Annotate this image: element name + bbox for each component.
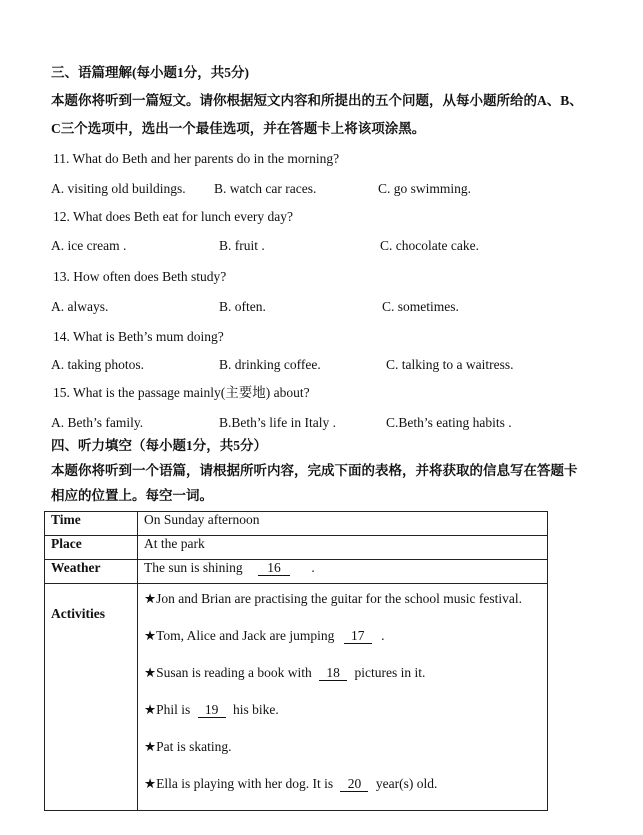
activity-2-text: ★Tom, Alice and Jack are jumping — [144, 628, 335, 643]
option-13-c: C. sometimes. — [382, 299, 459, 314]
activity-6-text: ★Ella is playing with her dog. It is — [144, 776, 334, 791]
activity-4 — [144, 699, 541, 736]
weather-value — [138, 560, 548, 584]
table-row-weather — [45, 560, 548, 584]
question-13: 13. How often does Beth study? — [53, 269, 227, 284]
question-15: 15. What is the passage mainly(主要地) about? — [53, 385, 310, 400]
section4-instruction-1: 本题你将听到一个语篇，请根据所听内容，完成下面的表格，并将获取的信息写在答题卡 — [51, 463, 578, 478]
option-15-b: B.Beth’s life in Italy . — [219, 415, 336, 430]
activities-cell — [138, 584, 548, 811]
option-14-c: C. talking to a waitress. — [386, 357, 514, 372]
activity-2-end: . — [381, 628, 385, 643]
activity-6-end: year(s) old. — [375, 776, 438, 791]
option-13-b: B. often. — [219, 299, 266, 314]
table-row-activities — [45, 584, 548, 811]
option-12-a: A. ice cream . — [51, 238, 127, 253]
option-13-a: A. always. — [51, 299, 109, 314]
question-12: 12. What does Beth eat for lunch every day? — [53, 209, 294, 224]
blank-19: 19 — [198, 703, 226, 718]
place-value: At the park — [138, 536, 548, 560]
question-11: 11. What do Beth and her parents do in the morning? — [53, 151, 340, 166]
time-label: Time — [45, 512, 138, 536]
option-15-a: A. Beth’s family. — [51, 415, 144, 430]
blank-20: 20 — [340, 777, 368, 792]
section3-instruction-1: 本题你将听到一篇短文。请你根据短文内容和所提出的五个问题，从每小题所给的A、B、 — [51, 93, 583, 108]
activity-6 — [144, 773, 541, 810]
listening-table — [44, 511, 548, 811]
activity-1: ★Jon and Brian are practising the guitar for the school music festival. — [144, 591, 522, 606]
activities-label: Activities — [45, 584, 138, 811]
option-12-c: C. chocolate cake. — [380, 238, 479, 253]
section3-title: 三、语篇理解(每小题1分，共5分) — [51, 65, 249, 80]
option-12-b: B. fruit . — [219, 238, 265, 253]
option-15-c: C.Beth’s eating habits . — [386, 415, 512, 430]
weather-text: The sun is shining — [144, 560, 243, 575]
option-14-a: A. taking photos. — [51, 357, 144, 372]
table-row-time — [45, 512, 548, 536]
activity-4-text: ★Phil is — [144, 702, 191, 717]
option-11-c: C. go swimming. — [378, 181, 472, 196]
activity-3 — [144, 662, 541, 699]
section3-instruction-2: C三个选项中，选出一个最佳选项，并在答题卡上将该项涂黑。 — [51, 121, 426, 136]
activity-2 — [144, 625, 541, 662]
activity-3-end: pictures in it. — [354, 665, 426, 680]
blank-16: 16 — [258, 561, 290, 576]
section4-instruction-2: 相应的位置上。每空一词。 — [51, 488, 213, 503]
weather-label: Weather — [45, 560, 138, 584]
option-14-b: B. drinking coffee. — [219, 357, 321, 372]
blank-17: 17 — [344, 629, 372, 644]
activity-5: ★Pat is skating. — [144, 739, 232, 754]
place-label: Place — [45, 536, 138, 560]
question-14: 14. What is Beth’s mum doing? — [53, 329, 224, 344]
activity-3-text: ★Susan is reading a book with — [144, 665, 312, 680]
section4-title: 四、听力填空（每小题1分，共5分） — [51, 438, 267, 453]
option-11-a: A. visiting old buildings. — [51, 181, 186, 196]
time-value: On Sunday afternoon — [138, 512, 548, 536]
blank-18: 18 — [319, 666, 347, 681]
activity-4-end: his bike. — [233, 702, 279, 717]
option-11-b: B. watch car races. — [214, 181, 317, 196]
weather-period: . — [311, 560, 315, 575]
table-row-place — [45, 536, 548, 560]
